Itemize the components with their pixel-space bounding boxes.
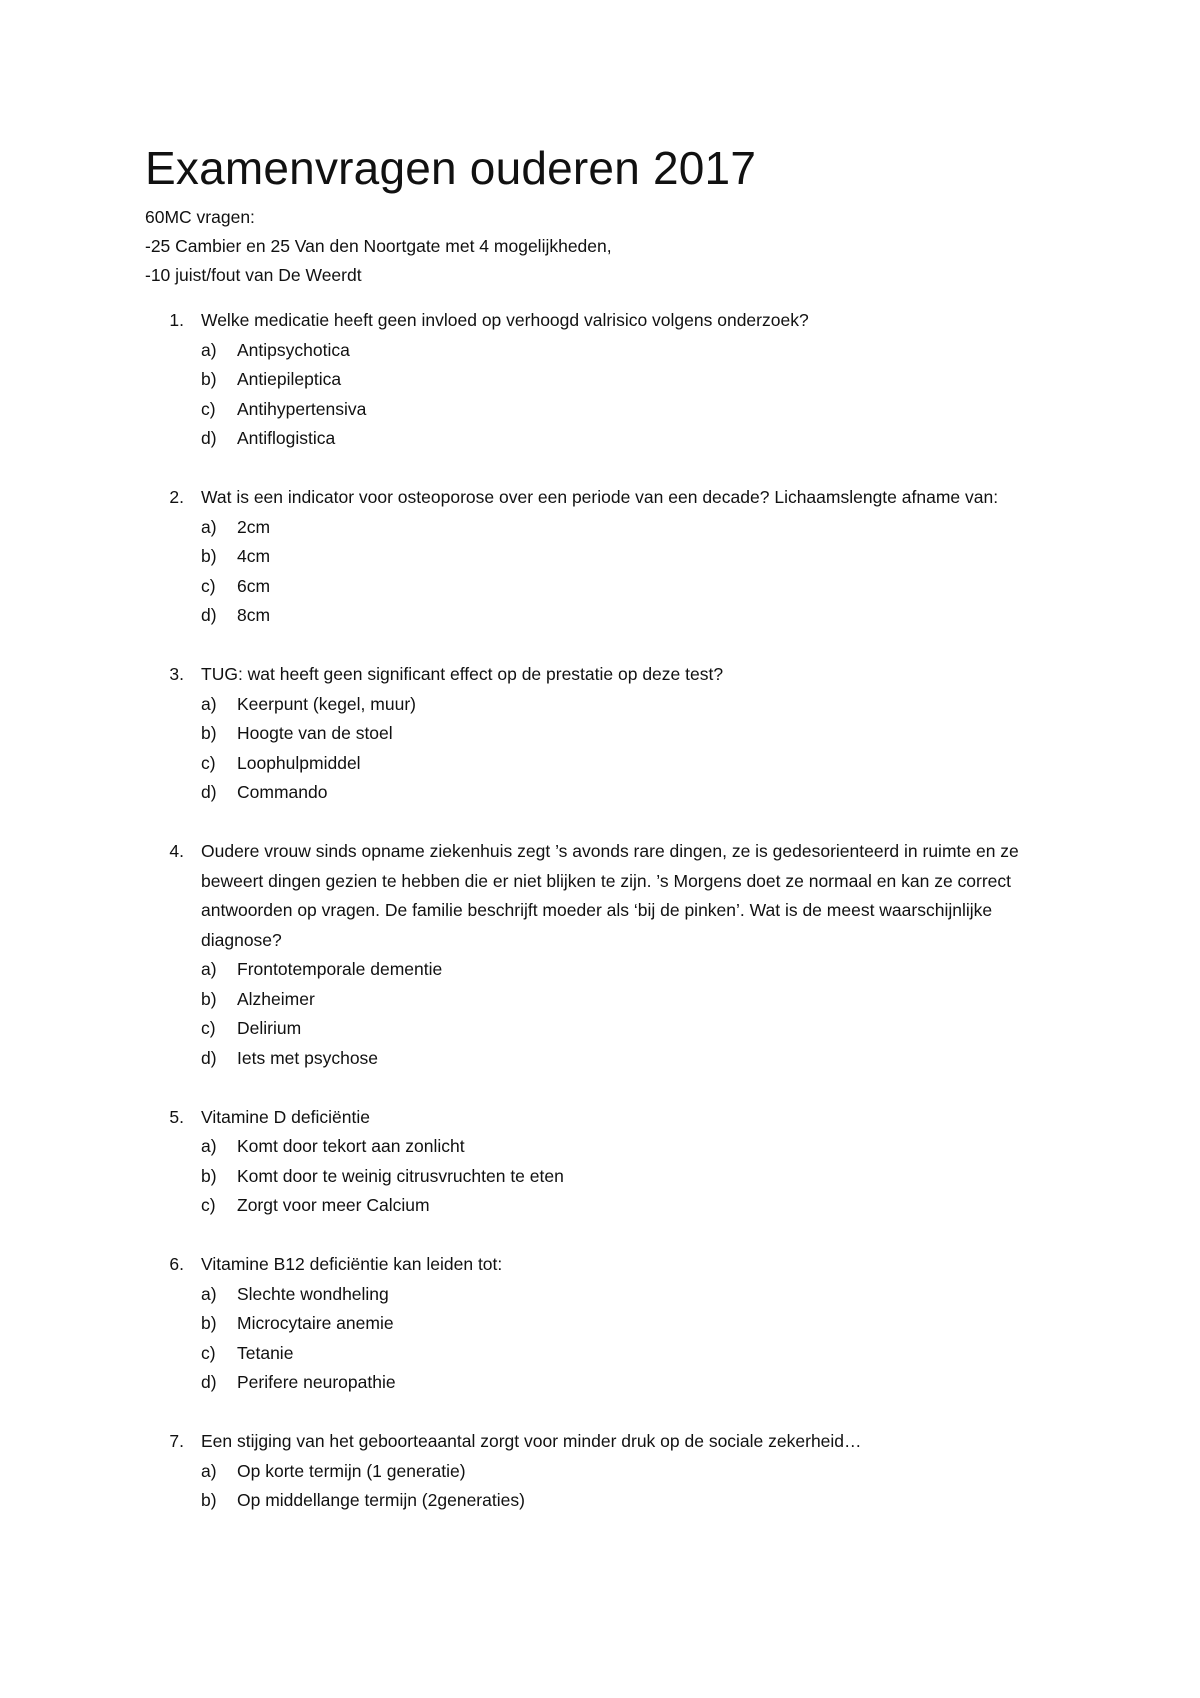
option-letter: a) [201, 1460, 217, 1481]
option-letter: b) [201, 1490, 217, 1510]
option-text: Komt door tekort aan zonlicht [237, 1136, 465, 1156]
question-text: Vitamine B12 deficiëntie kan leiden tot: [201, 1254, 503, 1274]
question-text: Vitamine D deficiëntie [201, 1106, 370, 1127]
question-number: 3. [169, 664, 184, 684]
question-item [145, 483, 1065, 631]
answer-option [201, 1280, 1065, 1310]
option-letter: a) [201, 516, 217, 537]
answer-options [201, 690, 1065, 808]
option-letter: b) [201, 1313, 217, 1333]
question-number: 6. [169, 1254, 184, 1274]
option-letter: d) [201, 782, 217, 802]
question-row [145, 1250, 1065, 1280]
option-text: Tetanie [237, 1342, 294, 1363]
question-row [145, 306, 1065, 336]
answer-option [201, 1132, 1065, 1162]
answer-option [201, 1191, 1065, 1221]
intro-line: -25 Cambier en 25 Van den Noortgate met 4 mogelijkheden, [145, 236, 612, 256]
option-letter: a) [201, 1136, 217, 1156]
option-text: Frontotemporale dementie [237, 959, 443, 979]
option-letter: d) [201, 1047, 217, 1068]
option-letter: d) [201, 428, 217, 448]
option-letter: d) [201, 605, 217, 625]
option-letter: b) [201, 546, 217, 566]
question-item [145, 660, 1065, 808]
option-text: Hoogte van de stoel [237, 723, 393, 743]
option-text: 6cm [237, 575, 271, 596]
option-text: Loophulpmiddel [237, 752, 361, 773]
answer-option [201, 1368, 1065, 1398]
answer-option [201, 513, 1065, 543]
answer-options [201, 1280, 1065, 1398]
question-row [145, 1427, 1065, 1457]
option-letter: d) [201, 1372, 217, 1392]
question-text: Oudere vrouw sinds opname ziekenhuis zegt ’s avonds rare dingen, ze is gedesorienteerd in ruimte en ze beweert dingen gezien te hebben die er niet blijken te zijn. ’s Morgens doet ze normaal en kan ze correct antwoorden op vragen. De familie beschrijft moeder als ‘bij de pinken’. Wat is de meest waarschijnlijke diagnose? [201, 841, 1019, 950]
option-letter: a) [201, 959, 217, 979]
option-letter: a) [201, 693, 217, 714]
answer-option [201, 749, 1065, 779]
answer-option [201, 1339, 1065, 1369]
answer-option [201, 601, 1065, 631]
question-item [145, 1103, 1065, 1221]
option-text: Perifere neuropathie [237, 1372, 396, 1392]
answer-options [201, 513, 1065, 631]
option-letter: b) [201, 723, 217, 743]
intro-line: 60MC vragen: [145, 207, 255, 227]
answer-option [201, 955, 1065, 985]
option-text: 4cm [237, 546, 271, 566]
option-letter: c) [201, 575, 216, 596]
question-text: Een stijging van het geboorteaantal zorgt voor minder druk op de sociale zekerheid… [201, 1431, 862, 1451]
question-number: 2. [169, 487, 184, 507]
option-text: Alzheimer [237, 988, 315, 1009]
question-list [145, 306, 1065, 1545]
option-letter: c) [201, 1342, 216, 1363]
option-text: Microcytaire anemie [237, 1313, 394, 1333]
option-letter: a) [201, 1283, 217, 1304]
question-row [145, 1103, 1065, 1133]
option-text: Keerpunt (kegel, muur) [237, 693, 416, 714]
answer-option [201, 424, 1065, 454]
option-text: Commando [237, 782, 328, 802]
answer-option [201, 1014, 1065, 1044]
option-text: Op korte termijn (1 generatie) [237, 1460, 466, 1481]
option-text: Antihypertensiva [237, 398, 367, 419]
answer-options [201, 1132, 1065, 1221]
answer-option [201, 336, 1065, 366]
answer-option [201, 1457, 1065, 1487]
intro-line: -10 juist/fout van De Weerdt [145, 265, 362, 285]
answer-option [201, 395, 1065, 425]
answer-options [201, 955, 1065, 1073]
intro-block [145, 203, 612, 290]
question-number: 4. [169, 841, 184, 861]
answer-option [201, 985, 1065, 1015]
option-letter: b) [201, 988, 217, 1009]
answer-option [201, 1162, 1065, 1192]
question-number: 7. [169, 1431, 184, 1451]
answer-option [201, 1044, 1065, 1074]
option-letter: b) [201, 1165, 217, 1186]
answer-option [201, 572, 1065, 602]
option-text: Komt door te weinig citrusvruchten te eten [237, 1165, 564, 1186]
question-number: 1. [169, 310, 184, 330]
answer-option [201, 778, 1065, 808]
question-text: TUG: wat heeft geen significant effect op de prestatie op deze test? [201, 664, 724, 684]
question-item [145, 837, 1065, 1073]
option-text: 8cm [237, 605, 271, 625]
answer-option [201, 542, 1065, 572]
question-item [145, 1427, 1065, 1516]
question-item [145, 306, 1065, 454]
option-text: Antiflogistica [237, 428, 336, 448]
option-text: Delirium [237, 1018, 302, 1038]
option-letter: c) [201, 752, 216, 773]
option-text: Iets met psychose [237, 1047, 379, 1068]
option-text: Antipsychotica [237, 339, 350, 360]
answer-option [201, 1486, 1065, 1516]
question-number: 5. [169, 1106, 184, 1127]
question-text: Wat is een indicator voor osteoporose over een periode van een decade? Lichaamslengte afname van: [201, 487, 999, 507]
answer-options [201, 336, 1065, 454]
answer-option [201, 365, 1065, 395]
option-letter: c) [201, 398, 216, 419]
option-text: Antiepileptica [237, 369, 342, 389]
option-letter: c) [201, 1195, 216, 1215]
question-row [145, 837, 1065, 955]
option-text: 2cm [237, 516, 271, 537]
question-row [145, 483, 1065, 513]
option-letter: b) [201, 369, 217, 389]
option-text: Zorgt voor meer Calcium [237, 1195, 430, 1215]
option-letter: c) [201, 1018, 216, 1038]
option-text: Slechte wondheling [237, 1283, 389, 1304]
question-item [145, 1250, 1065, 1398]
answer-option [201, 1309, 1065, 1339]
document-title: Examenvragen ouderen 2017 [145, 142, 757, 194]
answer-option [201, 690, 1065, 720]
question-text: Welke medicatie heeft geen invloed op verhoogd valrisico volgens onderzoek? [201, 310, 809, 330]
option-letter: a) [201, 339, 217, 360]
question-row [145, 660, 1065, 690]
answer-options [201, 1457, 1065, 1516]
answer-option [201, 719, 1065, 749]
option-text: Op middellange termijn (2generaties) [237, 1490, 525, 1510]
